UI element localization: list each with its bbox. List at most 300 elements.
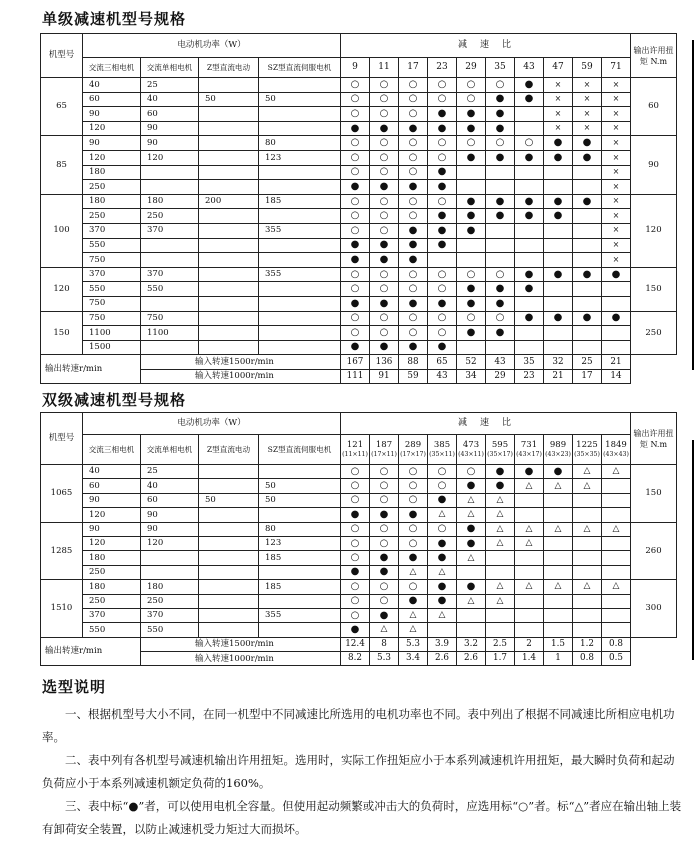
suitability-cell [428, 223, 457, 238]
light-load-mark: ○ [379, 210, 389, 222]
ratio-value: 187 [375, 440, 393, 451]
full-capacity-mark: ● [437, 595, 447, 607]
ratio-header-cell: 47 [544, 58, 573, 78]
suitability-cell [573, 194, 602, 209]
suitability-cell [573, 238, 602, 253]
motor-power-cell: 90 [141, 136, 199, 151]
suitability-cell [602, 78, 631, 93]
output-speed-value: 3.9 [428, 637, 457, 651]
motor-power-cell [199, 136, 259, 151]
suitability-cell [544, 311, 573, 326]
suitability-cell [602, 150, 631, 165]
full-capacity-mark: ● [437, 552, 447, 564]
spec-row [41, 311, 677, 326]
suitability-cell [515, 238, 544, 253]
suitability-cell [428, 78, 457, 93]
suitability-cell [370, 92, 399, 107]
suitability-cell [486, 479, 515, 493]
light-load-mark: ○ [379, 107, 389, 119]
motor-power-cell [199, 165, 259, 180]
motor-power-cell [199, 565, 259, 579]
full-capacity-mark: ● [350, 623, 360, 635]
output-speed-value: 91 [370, 369, 399, 384]
suitability-cell [515, 253, 544, 268]
torque-header: 输出许用扭矩 N.m [631, 34, 677, 78]
light-load-mark: ○ [350, 268, 360, 280]
torque-value: 300 [631, 580, 677, 638]
light-load-mark: ○ [437, 151, 447, 163]
safety-device-mark: △ [496, 509, 504, 520]
light-load-mark: ○ [350, 210, 360, 222]
full-capacity-mark: ● [495, 297, 505, 309]
spec-row [41, 340, 677, 355]
light-load-mark: ○ [350, 195, 360, 207]
ratio-composition: (43×17) [516, 450, 542, 458]
torque-header: 输出许用扭矩 N.m [631, 413, 677, 465]
motor-power-cell: 250 [83, 180, 141, 195]
suitability-cell [602, 479, 631, 493]
safety-device-mark: △ [496, 538, 504, 549]
suitability-cell [399, 121, 428, 136]
safety-device-mark: △ [496, 523, 504, 534]
suitability-cell [399, 551, 428, 565]
spec-row [41, 150, 677, 165]
suitability-cell [544, 479, 573, 493]
full-capacity-mark: ● [582, 268, 592, 280]
suitability-cell [370, 465, 399, 479]
full-capacity-mark: ● [437, 341, 447, 353]
full-capacity-mark: ● [437, 580, 447, 592]
ratio-composition: (35×35) [574, 450, 600, 458]
suitability-cell [341, 238, 370, 253]
spec-row [41, 296, 677, 311]
not-available-mark: × [554, 123, 562, 133]
motor-power-cell: 750 [83, 296, 141, 311]
full-capacity-mark: ● [379, 552, 389, 564]
light-load-mark: ○ [408, 283, 418, 295]
suitability-cell [457, 253, 486, 268]
suitability-cell [428, 580, 457, 594]
suitability-cell [515, 623, 544, 637]
suitability-cell [544, 508, 573, 522]
not-available-mark: × [612, 196, 620, 206]
suitability-cell [399, 238, 428, 253]
motor-power-cell [199, 479, 259, 493]
full-capacity-mark: ● [466, 580, 476, 592]
suitability-cell [399, 623, 428, 637]
suitability-cell [602, 594, 631, 608]
motor-power-cell: 90 [83, 107, 141, 122]
ratio-value: 121 [346, 440, 364, 451]
suitability-cell [399, 136, 428, 151]
suitability-cell [428, 282, 457, 297]
suitability-cell [399, 608, 428, 622]
not-available-mark: × [612, 240, 620, 250]
motor-power-cell: 250 [83, 565, 141, 579]
input-speed-label: 输入转速1500r/min [141, 637, 341, 651]
suitability-cell [602, 522, 631, 536]
ratio-value: 385 [433, 440, 451, 451]
suitability-cell [370, 194, 399, 209]
spec-row [41, 282, 677, 297]
full-capacity-mark: ● [553, 465, 563, 477]
suitability-cell [457, 623, 486, 637]
not-available-mark: × [583, 123, 591, 133]
suitability-cell [515, 92, 544, 107]
suitability-cell [399, 508, 428, 522]
motor-power-cell: 120 [83, 536, 141, 550]
suitability-cell [341, 623, 370, 637]
suitability-cell [341, 465, 370, 479]
suitability-cell [486, 580, 515, 594]
suitability-cell [573, 608, 602, 622]
light-load-mark: ○ [437, 137, 447, 149]
light-load-mark: ○ [437, 283, 447, 295]
motor-power-cell: 750 [141, 311, 199, 326]
motor-power-cell [259, 78, 341, 93]
header-row [41, 34, 677, 58]
suitability-cell [341, 311, 370, 326]
motor-power-cell: 370 [83, 608, 141, 622]
suitability-cell [486, 267, 515, 282]
full-capacity-mark: ● [524, 283, 534, 295]
suitability-cell [428, 608, 457, 622]
motor-power-cell: 120 [83, 121, 141, 136]
motor-power-cell [199, 238, 259, 253]
suitability-cell [486, 623, 515, 637]
suitability-cell [399, 194, 428, 209]
full-capacity-mark: ● [495, 122, 505, 134]
suitability-cell [370, 282, 399, 297]
spec-row [41, 267, 677, 282]
output-speed-value: 2.6 [457, 652, 486, 666]
suitability-cell [515, 465, 544, 479]
suitability-cell [457, 551, 486, 565]
motor-power-cell: 40 [141, 479, 199, 493]
suitability-cell [602, 92, 631, 107]
suitability-cell [486, 150, 515, 165]
motor-power-cell: 185 [259, 551, 341, 565]
not-available-mark: × [612, 181, 620, 191]
model-number: 85 [41, 136, 83, 194]
suitability-cell [573, 267, 602, 282]
output-speed-value: 29 [486, 369, 515, 384]
suitability-cell [457, 78, 486, 93]
motor-power-cell [199, 623, 259, 637]
output-speed-value: 5.3 [399, 637, 428, 651]
full-capacity-mark: ● [408, 239, 418, 251]
suitability-cell [544, 121, 573, 136]
full-capacity-mark: ● [350, 297, 360, 309]
spec-row [41, 508, 677, 522]
suitability-cell [602, 465, 631, 479]
full-capacity-mark: ● [408, 224, 418, 236]
sz-servo-header: SZ型直流伺服电机 [259, 435, 341, 465]
suitability-cell [399, 209, 428, 224]
suitability-cell [370, 253, 399, 268]
suitability-cell [486, 107, 515, 122]
suitability-cell [370, 594, 399, 608]
suitability-cell [370, 493, 399, 507]
safety-device-mark: △ [525, 538, 533, 549]
output-speed-value: 43 [428, 369, 457, 384]
safety-device-mark: △ [380, 624, 388, 635]
motor-power-cell [259, 326, 341, 341]
not-available-mark: × [612, 108, 620, 118]
suitability-cell [399, 536, 428, 550]
notes-title: 选型说明 [42, 678, 107, 696]
suitability-cell [370, 340, 399, 355]
suitability-cell [457, 136, 486, 151]
light-load-mark: ○ [408, 195, 418, 207]
light-load-mark: ○ [350, 137, 360, 149]
suitability-cell [544, 465, 573, 479]
torque-blank [631, 355, 677, 384]
suitability-cell [573, 536, 602, 550]
input-speed-label: 输入转速1000r/min [141, 369, 341, 384]
light-load-mark: ○ [379, 595, 389, 607]
output-speed-value: 1.2 [573, 637, 602, 651]
suitability-cell [544, 326, 573, 341]
light-load-mark: ○ [379, 224, 389, 236]
model-header: 机型号 [41, 34, 83, 78]
suitability-cell [457, 296, 486, 311]
spec-row [41, 623, 677, 637]
suitability-cell [602, 623, 631, 637]
suitability-cell [370, 209, 399, 224]
suitability-cell [399, 580, 428, 594]
full-capacity-mark: ● [437, 107, 447, 119]
light-load-mark: ○ [350, 224, 360, 236]
suitability-cell [341, 107, 370, 122]
suitability-cell [602, 551, 631, 565]
output-speed-value: 1.7 [486, 652, 515, 666]
output-speed-value: 2.5 [486, 637, 515, 651]
ratio-header-cell: 59 [573, 58, 602, 78]
spec-row [41, 536, 677, 550]
suitability-cell [486, 326, 515, 341]
suitability-cell [399, 92, 428, 107]
suitability-cell [515, 551, 544, 565]
light-load-mark: ○ [350, 595, 360, 607]
motor-power-cell: 60 [141, 493, 199, 507]
full-capacity-mark: ● [437, 180, 447, 192]
ratio-header-cell [370, 435, 399, 465]
suitability-cell [370, 479, 399, 493]
safety-device-mark: △ [409, 566, 417, 577]
ratio-header-cell [544, 435, 573, 465]
torque-value: 150 [631, 465, 677, 523]
full-capacity-mark: ● [466, 537, 476, 549]
spec-row [41, 121, 677, 136]
suitability-cell [573, 465, 602, 479]
light-load-mark: ○ [379, 312, 389, 324]
full-capacity-mark: ● [495, 107, 505, 119]
model-number: 1510 [41, 580, 83, 638]
suitability-cell [457, 508, 486, 522]
suitability-cell [573, 121, 602, 136]
not-available-mark: × [583, 108, 591, 118]
motor-power-cell: 120 [83, 508, 141, 522]
motor-power-cell: 90 [83, 136, 141, 151]
suitability-cell [370, 238, 399, 253]
suitability-cell [544, 340, 573, 355]
suitability-cell [602, 194, 631, 209]
suitability-cell [515, 136, 544, 151]
suitability-cell [341, 493, 370, 507]
subheader-row [41, 58, 677, 78]
suitability-cell [573, 508, 602, 522]
motor-power-cell: 40 [141, 92, 199, 107]
output-speed-value: 3.2 [457, 637, 486, 651]
light-load-mark: ○ [408, 137, 418, 149]
light-load-mark: ○ [408, 210, 418, 222]
suitability-cell [544, 551, 573, 565]
motor-power-cell [259, 296, 341, 311]
suitability-cell [370, 296, 399, 311]
suitability-cell [573, 594, 602, 608]
motor-power-cell: 180 [83, 580, 141, 594]
light-load-mark: ○ [408, 494, 418, 506]
light-load-mark: ○ [350, 480, 360, 492]
full-capacity-mark: ● [495, 480, 505, 492]
not-available-mark: × [612, 137, 620, 147]
torque-value: 90 [631, 136, 677, 194]
ratio-header-cell [602, 435, 631, 465]
full-capacity-mark: ● [379, 609, 389, 621]
output-speed-value: 43 [486, 355, 515, 370]
output-speed-value: 25 [573, 355, 602, 370]
output-speed-value: 1.5 [544, 637, 573, 651]
spec-row [41, 238, 677, 253]
motor-power-cell: 185 [259, 194, 341, 209]
motor-power-cell: 370 [83, 223, 141, 238]
suitability-cell [341, 565, 370, 579]
light-load-mark: ○ [466, 465, 476, 477]
suitability-cell [428, 267, 457, 282]
motor-power-cell: 40 [83, 78, 141, 93]
suitability-cell [515, 121, 544, 136]
motor-power-cell: 123 [259, 150, 341, 165]
suitability-cell [428, 479, 457, 493]
suitability-cell [602, 121, 631, 136]
suitability-cell [486, 194, 515, 209]
ratio-composition: (17×17) [400, 450, 426, 458]
motor-power-cell: 550 [141, 282, 199, 297]
ratio-value: 1849 [605, 440, 627, 451]
suitability-cell [428, 296, 457, 311]
suitability-cell [486, 165, 515, 180]
spec-row [41, 92, 677, 107]
subheader-row [41, 435, 677, 465]
full-capacity-mark: ● [524, 93, 534, 105]
motor-power-cell: 550 [141, 623, 199, 637]
full-capacity-mark: ● [408, 508, 418, 520]
spec-row [41, 580, 677, 594]
suitability-cell [428, 92, 457, 107]
suitability-cell [399, 493, 428, 507]
light-load-mark: ○ [437, 195, 447, 207]
spec-row [41, 326, 677, 341]
full-capacity-mark: ● [379, 180, 389, 192]
suitability-cell [428, 493, 457, 507]
light-load-mark: ○ [379, 537, 389, 549]
suitability-cell [486, 508, 515, 522]
motor-power-cell: 180 [83, 165, 141, 180]
light-load-mark: ○ [466, 137, 476, 149]
light-load-mark: ○ [466, 268, 476, 280]
suitability-cell [457, 536, 486, 550]
ratio-composition: (43×11) [458, 450, 484, 458]
motor-power-cell [259, 165, 341, 180]
motor-power-cell: 60 [83, 92, 141, 107]
motor-power-cell [141, 340, 199, 355]
suitability-cell [544, 493, 573, 507]
motor-power-cell [199, 551, 259, 565]
suitability-cell [399, 465, 428, 479]
motor-power-cell [199, 209, 259, 224]
light-load-mark: ○ [379, 268, 389, 280]
suitability-cell [370, 623, 399, 637]
ratio-header-cell [428, 435, 457, 465]
safety-device-mark: △ [583, 581, 591, 592]
suitability-cell [544, 623, 573, 637]
suitability-cell [341, 326, 370, 341]
ratio-header-cell: 11 [370, 58, 399, 78]
z-dc-header: Z型直流电动 [199, 435, 259, 465]
ratio-header: 减 速 比 [341, 34, 631, 58]
right-edge-bar [692, 40, 694, 370]
safety-device-mark: △ [583, 523, 591, 534]
output-speed-value: 52 [457, 355, 486, 370]
not-available-mark: × [583, 79, 591, 89]
full-capacity-mark: ● [379, 239, 389, 251]
light-load-mark: ○ [350, 552, 360, 564]
suitability-cell [341, 282, 370, 297]
motor-power-cell: 250 [141, 209, 199, 224]
suitability-cell [370, 267, 399, 282]
ratio-header-cell: 71 [602, 58, 631, 78]
not-available-mark: × [612, 225, 620, 235]
suitability-cell [457, 465, 486, 479]
light-load-mark: ○ [437, 268, 447, 280]
motor-power-cell: 50 [199, 493, 259, 507]
suitability-cell [602, 311, 631, 326]
light-load-mark: ○ [466, 78, 476, 90]
suitability-cell [428, 238, 457, 253]
ratio-value: 595 [491, 440, 509, 451]
suitability-cell [370, 311, 399, 326]
motor-power-cell: 550 [83, 238, 141, 253]
full-capacity-mark: ● [350, 341, 360, 353]
motor-power-cell: 180 [83, 551, 141, 565]
suitability-cell [544, 107, 573, 122]
suitability-cell [341, 92, 370, 107]
full-capacity-mark: ● [524, 210, 534, 222]
full-capacity-mark: ● [466, 523, 476, 535]
light-load-mark: ○ [408, 78, 418, 90]
suitability-cell [399, 296, 428, 311]
single-stage-title: 单级减速机型号规格 [42, 10, 187, 28]
spec-row [41, 165, 677, 180]
suitability-cell [515, 608, 544, 622]
motor-power-cell: 250 [83, 209, 141, 224]
light-load-mark: ○ [408, 465, 418, 477]
output-speed-value: 167 [341, 355, 370, 370]
spec-row [41, 608, 677, 622]
suitability-cell [428, 194, 457, 209]
ratio-header-cell: 9 [341, 58, 370, 78]
